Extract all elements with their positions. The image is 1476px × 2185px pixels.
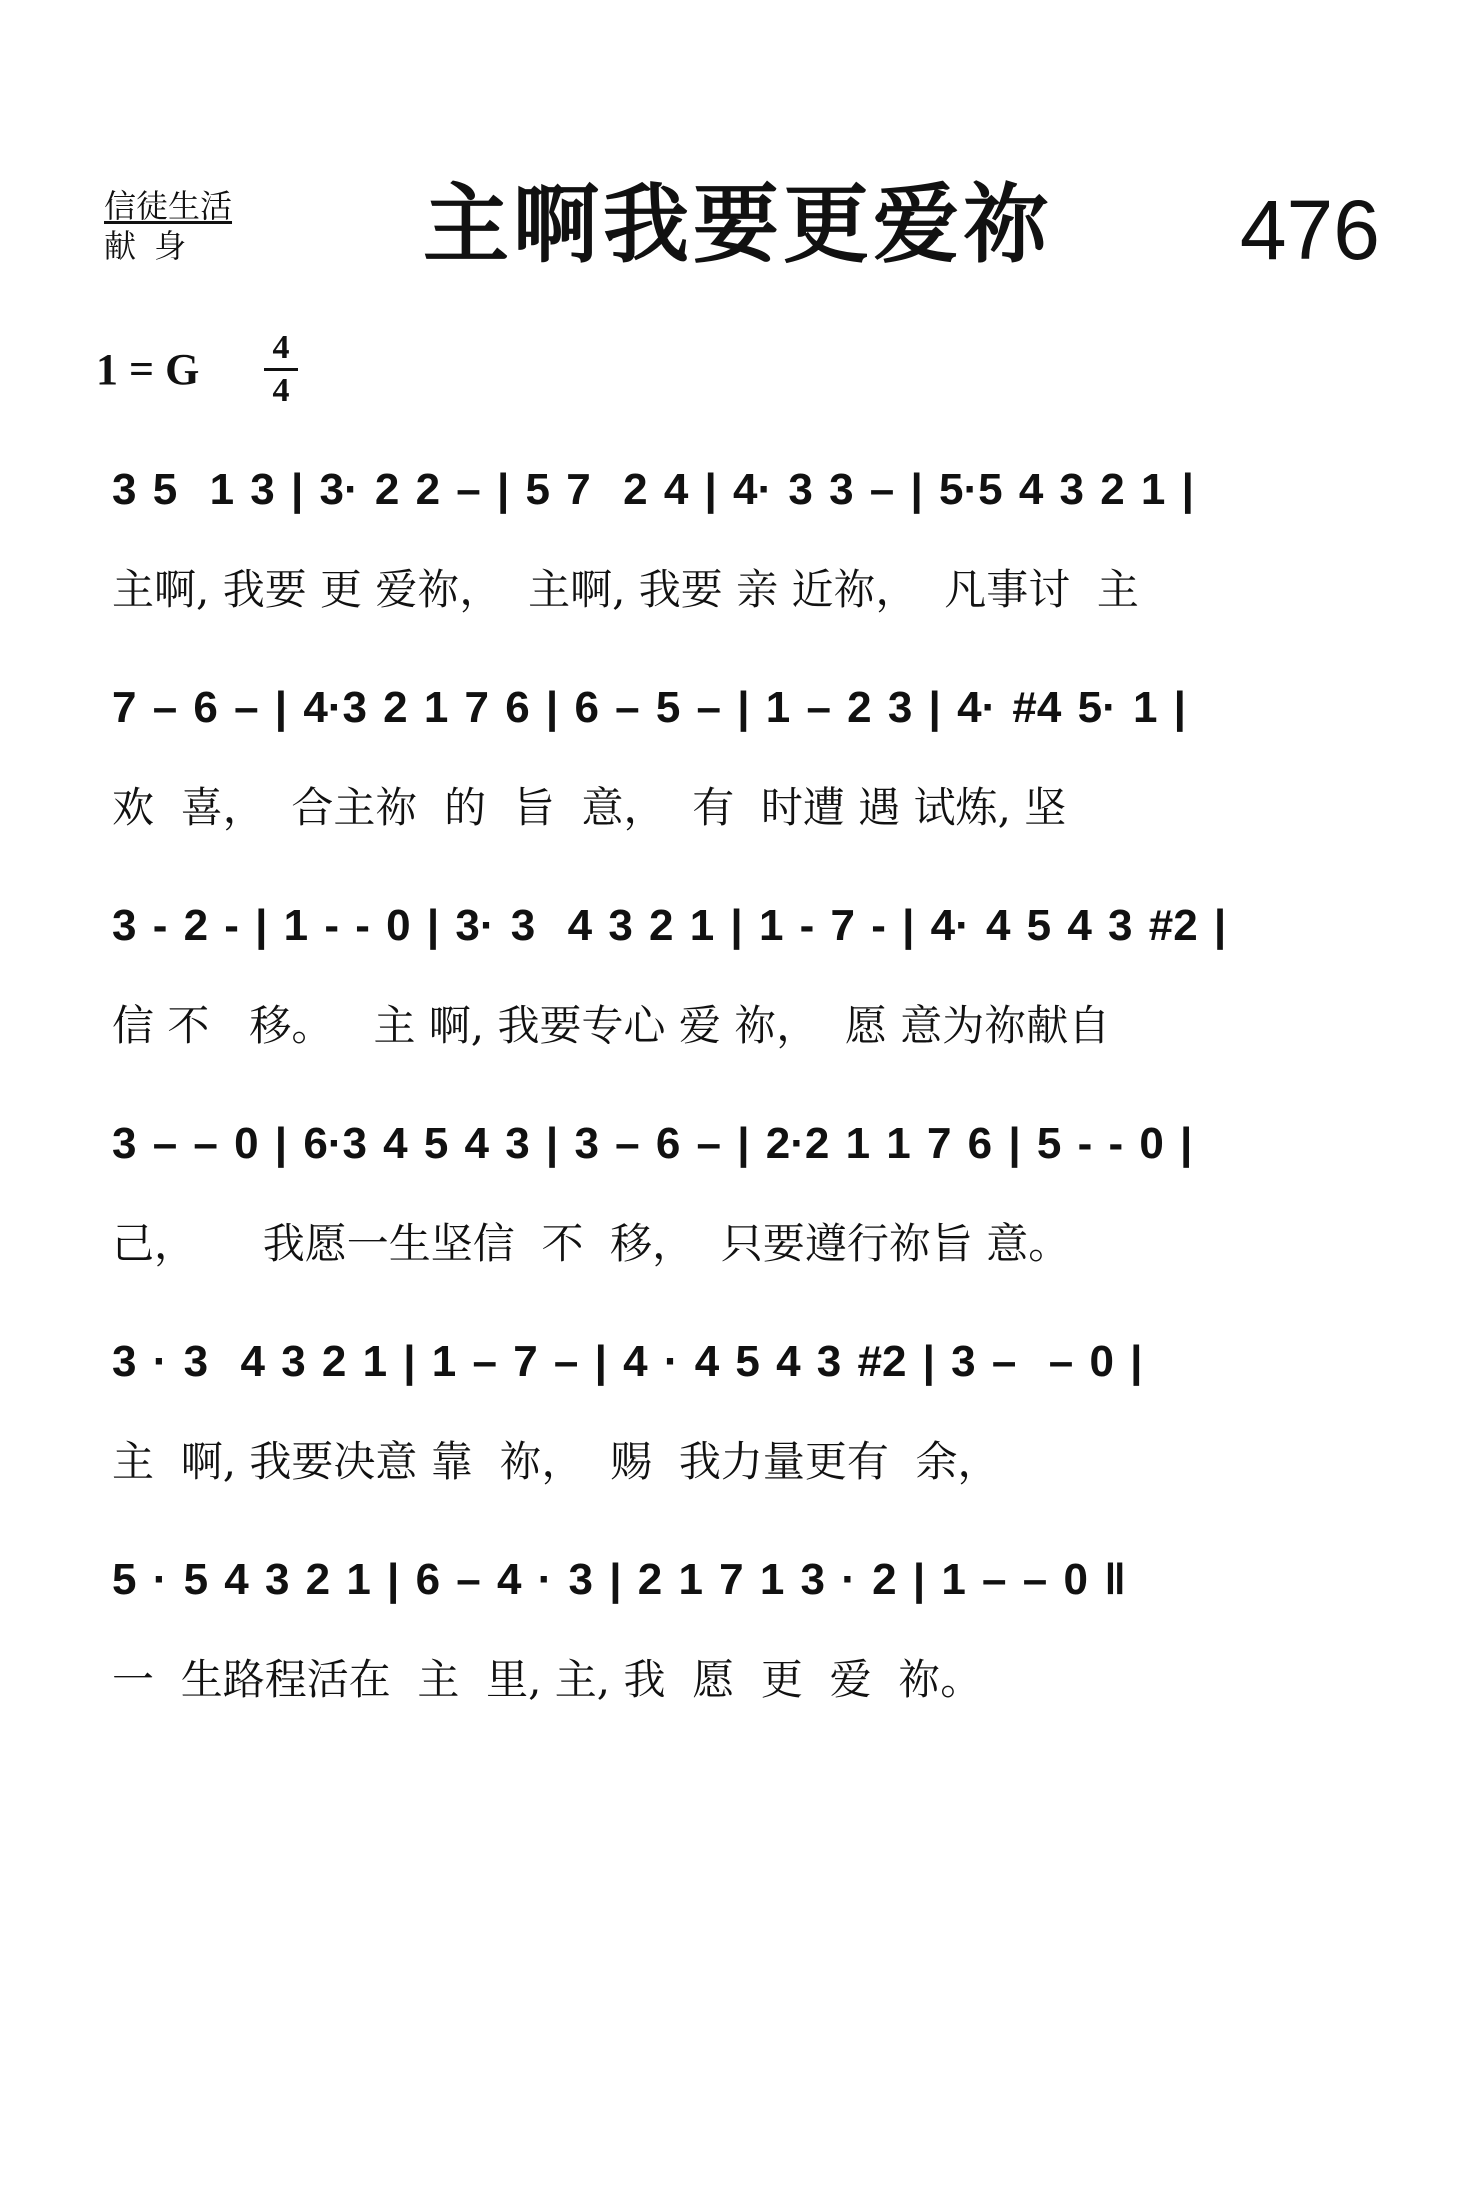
time-signature-bottom: 4 <box>272 372 290 409</box>
time-signature-divider <box>264 368 298 371</box>
time-signature <box>264 330 298 409</box>
score-system-4 <box>112 1104 1382 1284</box>
lyric-line: 一 生路程活在 主 里, 主, 我 愿 更 爱 祢。 <box>112 1655 983 1704</box>
lyric-line: 信 不 移。 主 啊, 我要专心 爱 祢， 愿 意为祢献自 <box>112 1001 1111 1050</box>
score-system-5 <box>112 1322 1382 1502</box>
lyric-line: 主啊, 我要 更 爱祢， 主啊, 我要 亲 近祢， 凡事讨 主 <box>112 565 1139 614</box>
key-signature: 1 = G <box>96 345 200 394</box>
score-system-1 <box>112 450 1382 630</box>
category-main: 信徒生活 <box>104 187 233 225</box>
numbered-notation: 3 – – 0 | 6·3 4 5 4 3 | 3 – 6 – | 2·2 1 1 7 6 | 5 - - 0 | <box>112 1119 1193 1168</box>
score-system-3 <box>112 886 1382 1066</box>
score-system-6 <box>112 1540 1382 1720</box>
numbered-notation: 3 5 1 3 | 3· 2 2 – | 5 7 2 4 | 4· 3 3 – | 5·5 4 3 2 1 | <box>112 465 1194 514</box>
numbered-notation: 3 · 3 4 3 2 1 | 1 – 7 – | 4 · 4 5 4 3 #2 | 3 – – 0 | <box>112 1337 1143 1386</box>
category-sub: 献 身 <box>104 227 191 265</box>
hymn-title: 主啊我要更爱祢 <box>423 174 1053 275</box>
hymn-number: 476 <box>1239 183 1380 277</box>
numbered-notation: 5 · 5 4 3 2 1 | 6 – 4 · 3 | 2 1 7 1 3 · 2 | 1 – – 0 ‖ <box>112 1555 1127 1604</box>
score-system-2 <box>112 668 1382 848</box>
lyric-line: 己， 我愿一生坚信 不 移， 只要遵行祢旨 意。 <box>112 1219 1071 1268</box>
time-signature-top: 4 <box>272 329 290 366</box>
lyric-line: 欢 喜， 合主祢 的 旨 意， 有 时遭 遇 试炼, 坚 <box>112 783 1067 832</box>
numbered-notation: 3 - 2 - | 1 - - 0 | 3· 3 4 3 2 1 | 1 - 7 - | 4· 4 5 4 3 #2 | <box>112 901 1227 950</box>
numbered-notation: 7 – 6 – | 4·3 2 1 7 6 | 6 – 5 – | 1 – 2 3 | 4· #4 5· 1 | <box>112 683 1186 732</box>
lyric-line: 主 啊, 我要决意 靠 祢， 赐 我力量更有 余， <box>112 1437 1000 1486</box>
